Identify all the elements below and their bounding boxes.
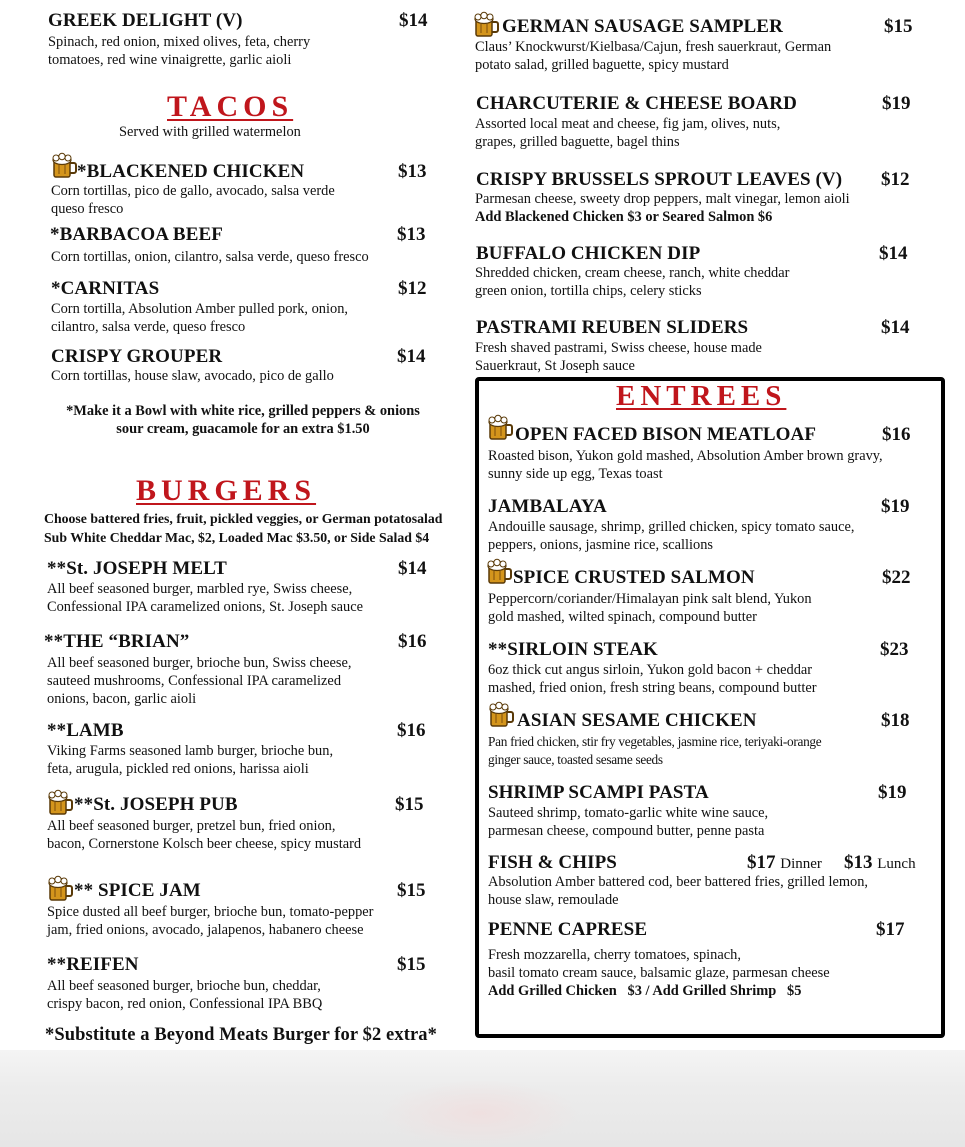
item-description: Fresh shaved pastrami, Swiss cheese, house made Sauerkraut, St Joseph sauce bbox=[475, 340, 762, 374]
item-price: $16 bbox=[397, 720, 426, 741]
item-name: CRISPY GROUPER bbox=[51, 346, 223, 367]
item-price: $14 bbox=[879, 243, 908, 264]
item-name: BUFFALO CHICKEN DIP bbox=[476, 243, 701, 264]
item-description: All beef seasoned burger, brioche bun, Swiss cheese, sauteed mushrooms, Confessional IPA caramelized onions, bacon, garlic aioli bbox=[47, 655, 352, 707]
item-name: PASTRAMI REUBEN SLIDERS bbox=[476, 317, 749, 338]
item-name: PENNE CAPRESE bbox=[488, 919, 648, 940]
item-description: Corn tortilla, Absolution Amber pulled pork, onion, cilantro, salsa verde, queso fresco bbox=[51, 301, 348, 335]
item-price: $15 bbox=[884, 16, 913, 37]
item-name: *CARNITAS bbox=[51, 278, 160, 299]
item-name: *BLACKENED CHICKEN bbox=[77, 161, 305, 182]
item-name: *BARBACOA BEEF bbox=[50, 224, 223, 245]
beer-mug-icon bbox=[472, 11, 500, 38]
item-description: Fresh mozzarella, cherry tomatoes, spinach, basil tomato cream sauce, balsamic glaze, parmesan cheese Add Grilled Chicken $3 / Add Grilled Shrimp $5 bbox=[488, 947, 830, 999]
item-name: JAMBALAYA bbox=[488, 496, 607, 517]
item-description: Corn tortillas, onion, cilantro, salsa verde, queso fresco bbox=[51, 249, 369, 265]
beyond-meats-note: *Substitute a Beyond Meats Burger for $2 extra* bbox=[45, 1025, 437, 1045]
item-price: $14 bbox=[398, 558, 427, 579]
item-price: $15 bbox=[397, 880, 426, 901]
item-price: $16 bbox=[398, 631, 427, 652]
item-name: ASIAN SESAME CHICKEN bbox=[517, 710, 757, 731]
item-description: Assorted local meat and cheese, fig jam, olives, nuts, grapes, grilled baguette, bagel thins bbox=[475, 116, 781, 150]
item-description: 6oz thick cut angus sirloin, Yukon gold bacon + cheddar mashed, fried onion, fresh string beans, compound butter bbox=[488, 662, 817, 696]
item-price: $13 bbox=[398, 161, 427, 182]
beer-mug-icon bbox=[50, 152, 78, 179]
item-description: All beef seasoned burger, brioche bun, cheddar, crispy bacon, red onion, Confessional IPA BBQ bbox=[47, 978, 323, 1012]
item-name: CRISPY BRUSSELS SPROUT LEAVES (V) bbox=[476, 169, 843, 190]
item-name: **THE “BRIAN” bbox=[44, 631, 190, 652]
item-name: FISH & CHIPS bbox=[488, 852, 617, 873]
item-price: $14 bbox=[399, 10, 428, 31]
tacos-bowl-note: *Make it a Bowl with white rice, grilled peppers & onions sour cream, guacamole for an extra $1.50 bbox=[66, 403, 420, 437]
item-description: Andouille sausage, shrimp, grilled chicken, spicy tomato sauce, peppers, onions, jasmine rice, scallions bbox=[488, 519, 855, 553]
item-description: Pan fried chicken, stir fry vegetables, jasmine rice, teriyaki-orange ginger sauce, toasted sesame seeds bbox=[488, 734, 822, 767]
beer-mug-icon bbox=[487, 701, 515, 728]
price-lunch: $13 Lunch bbox=[844, 852, 916, 873]
item-price: $19 bbox=[878, 782, 907, 803]
item-description: Spice dusted all beef burger, brioche bun, tomato-pepper jam, fried onions, avocado, jalapenos, habanero cheese bbox=[47, 904, 374, 938]
beer-mug-icon bbox=[46, 875, 74, 902]
item-name: **REIFEN bbox=[47, 954, 139, 975]
item-price: $12 bbox=[398, 278, 427, 299]
item-description: Peppercorn/coriander/Himalayan pink salt blend, Yukon gold mashed, wilted spinach, compound butter bbox=[488, 591, 812, 625]
item-price: $17 bbox=[876, 919, 905, 940]
burgers-sides-note: Choose battered fries, fruit, pickled veggies, or German potatosalad bbox=[44, 511, 443, 526]
item-price: $19 bbox=[881, 496, 910, 517]
item-price: $16 bbox=[882, 424, 911, 445]
item-price: $18 bbox=[881, 710, 910, 731]
item-price: $23 bbox=[880, 639, 909, 660]
item-name: GERMAN SAUSAGE SAMPLER bbox=[502, 16, 783, 37]
beer-mug-icon bbox=[486, 414, 514, 441]
item-description: All beef seasoned burger, pretzel bun, fried onion, bacon, Cornerstone Kolsch beer cheese, spicy mustard bbox=[47, 818, 362, 852]
item-name: **LAMB bbox=[47, 720, 124, 741]
item-description: Spinach, red onion, mixed olives, feta, cherry tomatoes, red wine vinaigrette, garlic aioli bbox=[48, 34, 311, 68]
item-price: $15 bbox=[395, 794, 424, 815]
item-description: Shredded chicken, cream cheese, ranch, white cheddar green onion, tortilla chips, celery sticks bbox=[475, 265, 790, 299]
item-name: SPICE CRUSTED SALMON bbox=[513, 567, 755, 588]
item-name: **SIRLOIN STEAK bbox=[488, 639, 658, 660]
item-price: $14 bbox=[881, 317, 910, 338]
item-description: Roasted bison, Yukon gold mashed, Absolution Amber brown gravy, sunny side up egg, Texas toast bbox=[488, 448, 883, 482]
tacos-subtitle: Served with grilled watermelon bbox=[119, 124, 301, 140]
item-name: **St. JOSEPH PUB bbox=[74, 794, 238, 815]
price-dinner: $17 Dinner bbox=[747, 852, 822, 873]
item-name: SHRIMP SCAMPI PASTA bbox=[488, 782, 709, 803]
beer-mug-icon bbox=[485, 558, 513, 585]
beer-mug-icon bbox=[46, 789, 74, 816]
entrees-title: ENTREES bbox=[616, 380, 787, 412]
item-name: OPEN FACED BISON MEATLOAF bbox=[515, 424, 817, 445]
item-price: $19 bbox=[882, 93, 911, 114]
item-name: GREEK DELIGHT (V) bbox=[48, 10, 243, 31]
page-bottom-shadow bbox=[0, 1050, 965, 1147]
item-description: All beef seasoned burger, marbled rye, Swiss cheese, Confessional IPA caramelized onions, St. Joseph sauce bbox=[47, 581, 364, 615]
item-price: $14 bbox=[397, 346, 426, 367]
item-description: Claus’ Knockwurst/Kielbasa/Cajun, fresh sauerkraut, German potato salad, grilled baguette, spicy mustard bbox=[475, 39, 832, 73]
item-price: $13 bbox=[397, 224, 426, 245]
item-description: Absolution Amber battered cod, beer battered fries, grilled lemon, house slaw, remoulade bbox=[488, 874, 869, 908]
item-description: Parmesan cheese, sweety drop peppers, malt vinegar, lemon aioli Add Blackened Chicken $3 or Seared Salmon $6 bbox=[475, 191, 850, 225]
burgers-sub-note: Sub White Cheddar Mac, $2, Loaded Mac $3.50, or Side Salad $4 bbox=[44, 530, 430, 545]
item-name: ** SPICE JAM bbox=[74, 880, 201, 901]
item-price: $15 bbox=[397, 954, 426, 975]
item-name: **St. JOSEPH MELT bbox=[47, 558, 227, 579]
item-name: CHARCUTERIE & CHEESE BOARD bbox=[476, 93, 797, 114]
item-description: Sauteed shrimp, tomato-garlic white wine sauce, parmesan cheese, compound butter, penne pasta bbox=[488, 805, 769, 839]
item-description: Corn tortillas, pico de gallo, avocado, salsa verde queso fresco bbox=[51, 183, 335, 217]
item-price: $12 bbox=[881, 169, 910, 190]
item-description: Viking Farms seasoned lamb burger, brioche bun, feta, arugula, pickled red onions, harissa aioli bbox=[47, 743, 334, 777]
item-description: Corn tortillas, house slaw, avocado, pico de gallo bbox=[51, 368, 334, 384]
item-price: $22 bbox=[882, 567, 911, 588]
tacos-title: TACOS bbox=[167, 90, 294, 123]
burgers-title: BURGERS bbox=[136, 474, 317, 507]
